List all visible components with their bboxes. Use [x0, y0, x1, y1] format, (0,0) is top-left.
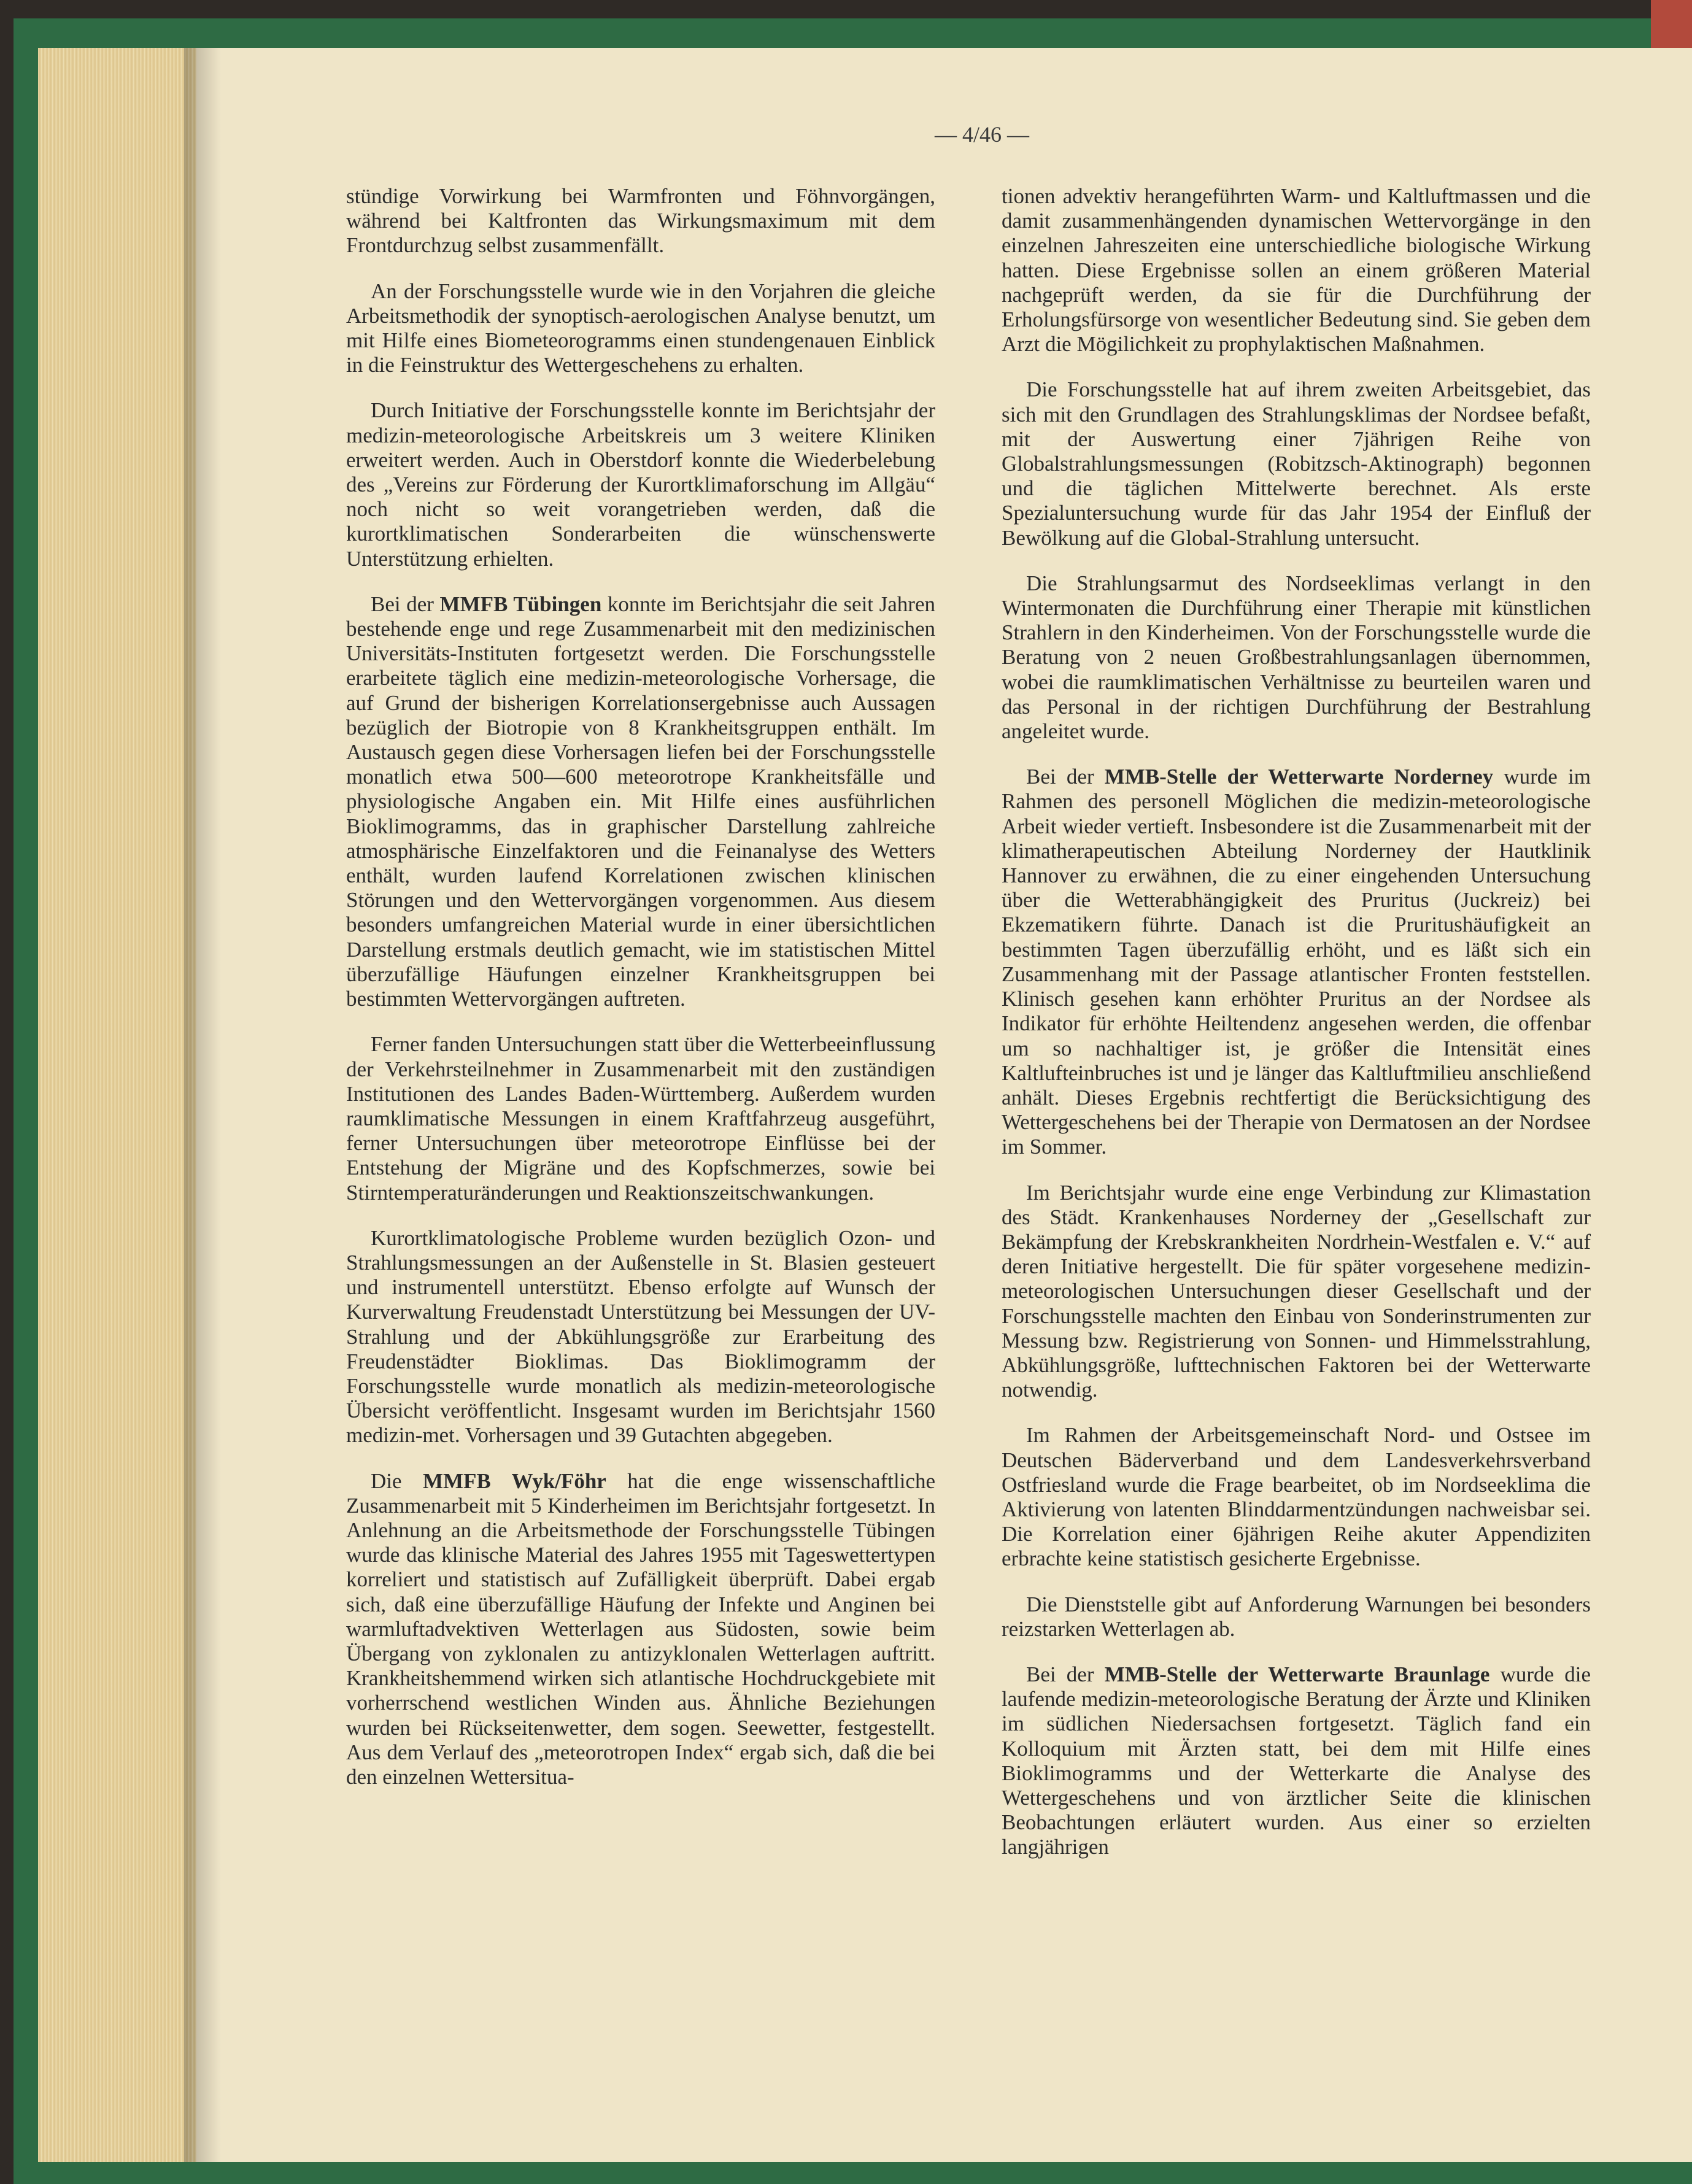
paragraph: Bei der MMFB Tübingen konnte im Berichtsjahr die seit Jahren bestehende enge und rege Zusammenarbeit mit den medizinischen Universitäts-Instituten fortgesetzt werden. Die Forschungsstelle erarbeitete täglich eine medizin-meteorologische Vorhersage, die auf Grund der bisherigen Korrelationsergebnisse auch Aussagen bezüglich der Biotropie von 8 Krankheitsgruppen enthält. Im Austausch gegen diese Vorhersagen liefen bei der Forschungsstelle monatlich etwa 500—600 meteorotrope Krankheitsfälle und physiologische Angaben ein. Mit Hilfe eines ausführlichen Bioklimogramms, das in graphischer Darstellung zahlreiche atmosphärische Einzelfaktoren und die Feinanalyse des Wetters enthält, wurden laufend Korrelationen zwischen klinischen Störungen und den Wettervorgängen vorgenommen. Aus diesem besonders umfangreichen Material wurde in einer übersichtlichen Darstellung erstmals deutlich gemacht, wie im statistischen Mittel überzufällige Häufungen einzelner Krankheitsgruppen bei bestimmten Wettervorgängen auftreten.	[346, 592, 935, 1011]
paragraph: Die MMFB Wyk/Föhr hat die enge wissenschaftliche Zusammenarbeit mit 5 Kinderheimen im Berichtsjahr fortgesetzt. In Anlehnung an die Arbeitsmethode der Forschungsstelle Tübingen wurde das klinische Material des Jahres 1955 mit Tageswettertypen korreliert und statistisch auf Zufälligkeit überprüft. Dabei ergab sich, daß eine überzufällige Häufung der Infekte und Anginen bei warmluftadvektiven Wetterlagen aus Südosten, sowie beim Übergang von zyklonalen zu antizyklonalen Wetterlagen auftritt. Krankheitshemmend wirken sich atlantische Hochdruckgebiete mit vorherrschend westlichen Winden aus. Ähnliche Beziehungen wurden bei Rückseitenwetter, dem sogen. Seewetter, festgestellt. Aus dem Verlauf des „meteorotropen Index“ ergab sich, daß die bei den einzelnen Wettersitua-	[346, 1468, 935, 1789]
page-number: — 4/46 —	[934, 122, 1029, 147]
right-column	[1002, 184, 1591, 1881]
paragraph: Durch Initiative der Forschungsstelle konnte im Berichtsjahr der medizin-meteorologische Arbeitskreis um 3 weitere Kliniken erweitert werden. Auch in Oberstdorf konnte die Wiederbelebung des „Vereins zur Förderung der Kurortklimaforschung im Allgäu“ noch nicht so weit vorangetrieben werden, daß die kurortklimatischen Sonderarbeiten die wünschenswerte Unterstützung erhielten.	[346, 398, 935, 571]
institution-name: MMFB Wyk/Föhr	[422, 1468, 606, 1493]
institution-name: MMB-Stelle der Wetterwarte Norderney	[1104, 765, 1494, 789]
paragraph: Ferner fanden Untersuchungen statt über die Wetterbeeinflussung der Verkehrsteilnehmer in Zusammenarbeit mit den zuständigen Institutionen des Landes Baden-Württemberg. Außerdem wurden raumklimatische Messungen in einem Kraftfahrzeug ausgeführt, ferner Untersuchungen über meteorotrope Einflüsse bei der Entstehung der Migräne und des Kopfschmerzes, sowie bei Stirntemperaturänderungen und Reaktionszeitschwankungen.	[346, 1032, 935, 1205]
paragraph: An der Forschungsstelle wurde wie in den Vorjahren die gleiche Arbeitsmethodik der synoptisch-aerologischen Analyse benutzt, um mit Hilfe eines Biometeorogramms einen stundengenauen Einblick in die Feinstruktur des Wettergeschehens zu erhalten.	[346, 279, 935, 377]
institution-name: MMFB Tübingen	[439, 592, 602, 616]
paragraph: Die Dienststelle gibt auf Anforderung Warnungen bei besonders reizstarken Wetterlagen ab.	[1002, 1592, 1591, 1641]
paragraph: Die Forschungsstelle hat auf ihrem zweiten Arbeitsgebiet, das sich mit den Grundlagen des Strahlungsklimas der Nordsee befaßt, mit der Auswertung einer 7jährigen Reihe von Globalstrahlungsmessungen (Robitzsch-Aktinograph) begonnen und die täglichen Mittelwerte berechnet. Als erste Spezialuntersuchung wurde für das Jahr 1954 der Einfluß der Bewölkung auf die Global-Strahlung untersucht.	[1002, 377, 1591, 550]
page-edges	[38, 48, 198, 2162]
paragraph: stündige Vorwirkung bei Warmfronten und Föhnvorgängen, während bei Kaltfronten das Wirkungsmaximum mit dem Frontdurchzug selbst zusammenfällt.	[346, 184, 935, 258]
paragraph: tionen advektiv herangeführten Warm- und Kaltluftmassen und die damit zusammenhängenden dynamischen Wettervorgänge in den einzelnen Jahreszeiten eine unterschiedliche biologische Wirkung hatten. Diese Ergebnisse sollen an einem größeren Material nachgeprüft werden, da sie für die Durchführung der Erholungsfürsorge von wesentlicher Bedeutung sind. Sie geben dem Arzt die Mögilichkeit zu prophylaktischen Maßnahmen.	[1002, 184, 1591, 357]
institution-name: MMB-Stelle der Wetterwarte Braunlage	[1104, 1662, 1490, 1686]
paragraph: Im Berichtsjahr wurde eine enge Verbindung zur Klimastation des Städt. Krankenhauses Norderney der „Gesellschaft zur Bekämpfung der Krebskrankheiten Nordrhein-Westfalen e. V.“ auf deren Initiative hergestellt. Die für später vorgesehene medizin-meteorologischen Untersuchungen dieser Gesellschaft und der Forschungsstelle machten den Einbau von Sonderinstrumenten zur Messung bzw. Registrierung von Sonnen- und Himmelsstrahlung, Abkühlungsgröße, lufttechnischen Faktoren bei der Wetterwarte notwendig.	[1002, 1180, 1591, 1402]
paragraph: Kurortklimatologische Probleme wurden bezüglich Ozon- und Strahlungsmessungen an der Außenstelle in St. Blasien gesteuert und instrumentell unterstützt. Ebenso erfolgte auf Wunsch der Kurverwaltung Freudenstadt Unterstützung bei Messungen der UV-Strahlung und der Abkühlungsgröße zur Erarbeitung des Freudenstädter Bioklimas. Das Bioklimogramm der Forschungsstelle wurde monatlich als medizin-meteorologische Übersicht veröffentlicht. Insgesamt wurden im Berichtsjahr 1560 medizin-met. Vorhersagen und 39 Gutachten abgegeben.	[346, 1225, 935, 1448]
paragraph: Im Rahmen der Arbeitsgemeinschaft Nord- und Ostsee im Deutschen Bäderverband und dem Landesverkehrsverband Ostfriesland wurde die Frage bearbeitet, ob im Nordseeklima die Aktivierung von latenten Blinddarmentzündungen nachweisbar sei. Die Korrelation einer 6jährigen Reihe akuter Appendiziten erbrachte keine statistisch gesicherte Ergebnisse.	[1002, 1423, 1591, 1571]
paragraph: Die Strahlungsarmut des Nordseeklimas verlangt in den Wintermonaten die Durchführung einer Therapie mit künstlichen Strahlern in den Kinderheimen. Von der Forschungsstelle wurde die Beratung von 2 neuen Großbestrahlungsanlagen übernommen, wobei die raumklimatischen Verhältnisse zu beurteilen waren und das Personal in der richtigen Durchführung der Bestrahlung angeleitet wurde.	[1002, 571, 1591, 744]
paragraph: Bei der MMB-Stelle der Wetterwarte Norderney wurde im Rahmen des personell Möglichen die medizin-meteorologische Arbeit wieder vertieft. Insbesondere ist die Zusammenarbeit mit der klimatherapeutischen Abteilung Norderney der Hautklinik Hannover zu erwähnen, die zu einer eingehenden Untersuchung über die Wetterabhängigkeit des Pruritus (Juckreiz) bei Ekzematikern führte. Danach ist die Pruritushäufigkeit an bestimmten Tagen überzufällig erhöht, und es läßt sich ein Zusammenhang mit der Passage atlantischer Fronten feststellen. Klinisch gesehen kann erhöhter Pruritus an der Nordsee als Indikator für erhöhte Heiltendenz angesehen werden, die offenbar um so nachhaltiger ist, je größer die Intensität eines Kaltlufteinbruches ist und je länger das Kaltluftmilieu anschließend anhält. Dieses Ergebnis rechtfertigt die Berücksichtigung des Wettergeschehens bei der Therapie von Dermatosen an der Nordsee im Sommer.	[1002, 765, 1591, 1159]
gutter-shadow	[184, 48, 221, 2162]
left-column	[346, 184, 935, 1810]
paragraph: Bei der MMB-Stelle der Wetterwarte Braunlage wurde die laufende medizin-meteorologische Beratung der Ärzte und Kliniken im südlichen Niedersachsen fortgesetzt. Täglich fand ein Kolloquium mit Ärzten statt, bei dem mit Hilfe eines Bioklimogramms und der Wetterkarte die Analyse des Wettergeschehens und von ärztlicher Seite die klinischen Beobachtungen erläutert wurden. Aus einer so erzielten langjährigen	[1002, 1662, 1591, 1859]
